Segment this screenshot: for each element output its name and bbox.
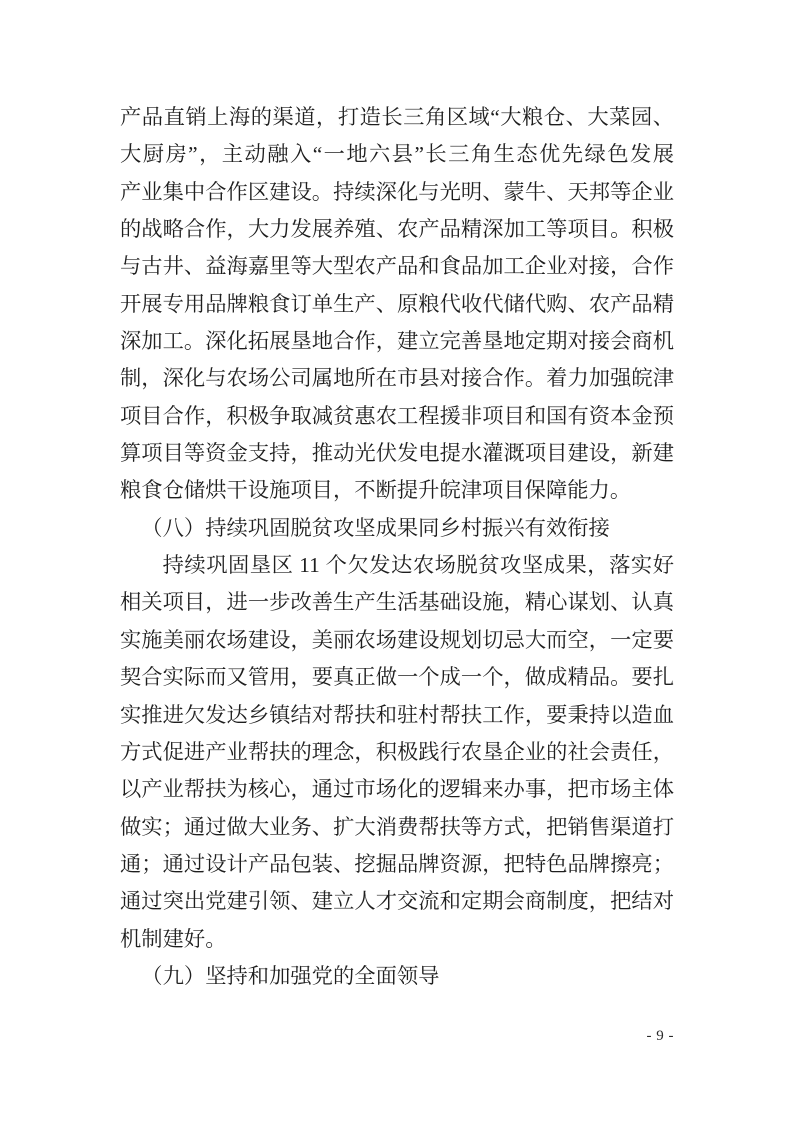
text-line: 项目合作，积极争取减贫惠农工程援非项目和国有资本金预 (120, 403, 674, 428)
text-line: 方式促进产业帮扶的理念，积极践行农垦企业的社会责任， (120, 739, 674, 764)
text-line: 以产业帮扶为核心，通过市场化的逻辑来办事，把市场主体 (120, 777, 674, 802)
text-line: 做实；通过做大业务、扩大消费帮扶等方式，把销售渠道打 (120, 814, 674, 839)
text-line: 大厨房”，主动融入“一地六县”长三角生态优先绿色发展 (120, 142, 674, 167)
continuation-paragraph (120, 99, 674, 510)
text-line: 通；通过设计产品包装、挖掘品牌资源，把特色品牌擦亮； (120, 851, 674, 876)
text-line: 持续巩固垦区 11 个欠发达农场脱贫攻坚成果，落实好 (162, 553, 674, 578)
text-line: 的战略合作，大力发展养殖、农产品精深加工等项目。积极 (120, 217, 674, 242)
section-9-heading: （九）坚持和加强党的全面领导 (141, 963, 440, 988)
text-line: 实推进欠发达乡镇结对帮扶和驻村帮扶工作，要秉持以造血 (120, 702, 674, 727)
text-line: 制，深化与农场公司属地所在市县对接合作。着力加强皖津 (120, 366, 674, 391)
text-line: 实施美丽农场建设，美丽农场建设规划切忌大而空，一定要 (120, 627, 674, 652)
text-line: 相关项目，进一步改善生产生活基础设施，精心谋划、认真 (120, 590, 674, 615)
section-8-paragraph (120, 547, 674, 958)
text-line: 粮食仓储烘干设施项目，不断提升皖津项目保障能力。 (120, 478, 632, 503)
text-line: 机制建好。 (120, 926, 227, 951)
text-line: 产品直销上海的渠道，打造长三角区域“大粮仓、大菜园、 (120, 105, 674, 129)
page-footer (120, 1026, 674, 1046)
text-line: 契合实际而又管用，要真正做一个成一个，做成精品。要扎 (120, 665, 674, 690)
document-body (120, 99, 674, 995)
text-line: 算项目等资金支持，推动光伏发电提水灌溉项目建设，新建 (120, 441, 674, 466)
text-line: 开展专用品牌粮食订单生产、原粮代收代储代购、农产品精 (120, 291, 674, 316)
section-8-heading: （八）持续巩固脱贫攻坚成果同乡村振兴有效衔接 (141, 515, 610, 540)
text-line: 与古井、益海嘉里等大型农产品和食品加工企业对接，合作 (120, 254, 674, 279)
page-number: - 9 - (646, 1028, 674, 1044)
text-line: 通过突出党建引领、建立人才交流和定期会商制度，把结对 (120, 889, 674, 914)
text-line: 深加工。深化拓展垦地合作，建立完善垦地定期对接会商机 (120, 329, 674, 354)
text-line: 产业集中合作区建设。持续深化与光明、蒙牛、天邦等企业 (120, 179, 674, 204)
